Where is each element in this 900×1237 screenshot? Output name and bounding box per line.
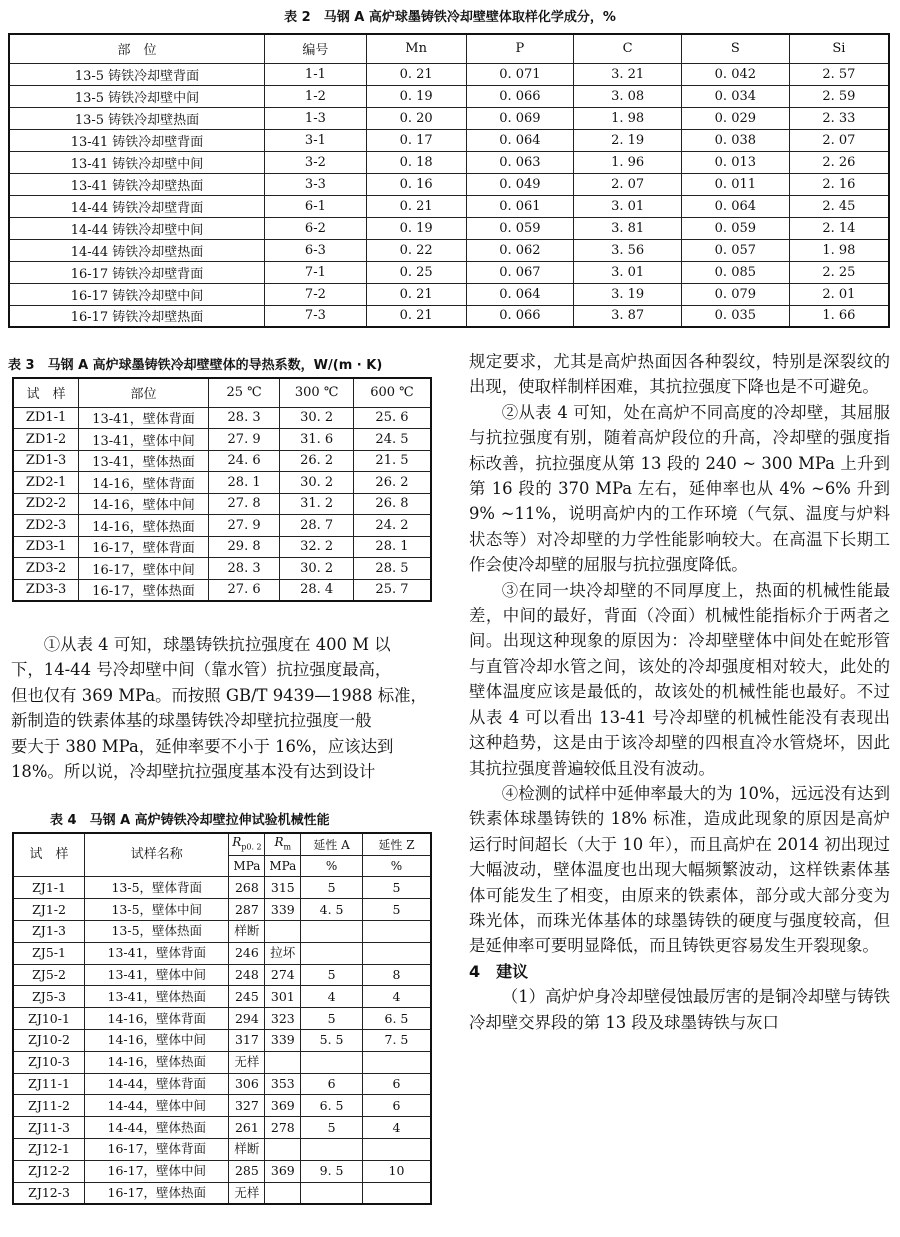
table-cell: 4 [362, 1117, 431, 1139]
table-row [9, 151, 889, 173]
table-cell: 21. 5 [353, 450, 431, 472]
table-cell [301, 942, 363, 964]
table-cell: 294 [229, 1008, 265, 1030]
table-cell: ZJ1-2 [13, 899, 85, 921]
table-cell: 14-16，壁体中间 [79, 493, 209, 515]
table-row [13, 964, 431, 986]
table-cell: 246 [229, 942, 265, 964]
t3-header-3: 300 ℃ [280, 378, 354, 407]
table-cell: 9. 5 [301, 1160, 363, 1182]
table-cell: 3. 01 [574, 195, 682, 217]
table-cell: 13-41，壁体热面 [85, 986, 229, 1008]
table-cell: ZD3-3 [13, 579, 79, 601]
table-row [13, 536, 431, 558]
table-cell: 317 [229, 1029, 265, 1051]
table-cell [301, 1138, 363, 1160]
table-cell: 13-5 铸铁冷却壁中间 [9, 85, 265, 107]
table-row [13, 515, 431, 537]
table-cell: ZJ5-1 [13, 942, 85, 964]
table-cell: 样断 [229, 1138, 265, 1160]
table-cell: 26. 2 [353, 472, 431, 494]
t4-header-rp: $R_{p0. 2}$ [229, 833, 265, 856]
t4-header-rm: $R_m$ [265, 833, 301, 856]
table-row [9, 283, 889, 305]
table-cell: 0. 20 [366, 107, 466, 129]
table-row [9, 85, 889, 107]
left-text-line: 但也仅有 369 MPa。而按照 GB/T 9439—1988 标准， [11, 685, 427, 705]
table-cell: 2. 57 [789, 63, 889, 85]
table-cell: ZD3-2 [13, 558, 79, 580]
table-cell: 274 [265, 964, 301, 986]
table-cell: 6 [362, 1073, 431, 1095]
table-cell: 2. 33 [789, 107, 889, 129]
table-cell: 27. 6 [208, 579, 280, 601]
table-cell: 2. 16 [789, 173, 889, 195]
t2-header-5: S [681, 34, 789, 63]
table-cell: ZJ5-3 [13, 986, 85, 1008]
table-cell: 14-44 铸铁冷却壁热面 [9, 239, 265, 261]
table2-caption: 表 2 马钢 A 高炉球墨铸铁冷却壁壁体取样化学成分，% [284, 10, 616, 25]
table-row [13, 877, 431, 899]
table-cell: 16-17 铸铁冷却壁背面 [9, 261, 265, 283]
table-cell: ZJ11-3 [13, 1117, 85, 1139]
table-cell: 14-16，壁体背面 [85, 1008, 229, 1030]
table-cell: 14-16，壁体热面 [79, 515, 209, 537]
table-cell: 1-2 [265, 85, 367, 107]
table-cell: 353 [265, 1073, 301, 1095]
table-cell: 2. 01 [789, 283, 889, 305]
table-cell: 13-41，壁体热面 [79, 450, 209, 472]
table-cell: 27. 9 [208, 429, 280, 451]
table-cell: 13-41，壁体中间 [79, 429, 209, 451]
table-cell: 32. 2 [280, 536, 354, 558]
table-row [13, 1117, 431, 1139]
table-cell: 13-41 铸铁冷却壁背面 [9, 129, 265, 151]
table-cell: 0. 064 [681, 195, 789, 217]
table-cell: 1. 96 [574, 151, 682, 173]
table-cell: 0. 19 [366, 85, 466, 107]
table-cell: 24. 5 [353, 429, 431, 451]
table-cell: ZD2-3 [13, 515, 79, 537]
table-cell: 5. 5 [301, 1029, 363, 1051]
table-row [13, 579, 431, 601]
table-cell: 0. 19 [366, 217, 466, 239]
table-cell: 29. 8 [208, 536, 280, 558]
table-cell: 28. 7 [280, 515, 354, 537]
table-cell: 样断 [229, 920, 265, 942]
table-cell [265, 920, 301, 942]
table-cell: 0. 21 [366, 195, 466, 217]
table-cell: 1. 98 [574, 107, 682, 129]
table-cell [301, 1182, 363, 1204]
table-cell: 0. 066 [466, 305, 574, 327]
table-cell: 4 [301, 986, 363, 1008]
table-cell: 14-44，壁体背面 [85, 1073, 229, 1095]
table-row [13, 920, 431, 942]
table3-caption: 表 3 马钢 A 高炉球墨铸铁冷却壁壁体的导热系数，W/(m · K) [8, 358, 383, 373]
table-cell: 13-5 铸铁冷却壁背面 [9, 63, 265, 85]
table-cell: 26. 8 [353, 493, 431, 515]
table-cell: 28. 5 [353, 558, 431, 580]
table-cell: 13-41 铸铁冷却壁热面 [9, 173, 265, 195]
table-cell: 0. 064 [466, 283, 574, 305]
table-cell: 278 [265, 1117, 301, 1139]
table-cell: 25. 6 [353, 407, 431, 429]
table-cell: 327 [229, 1095, 265, 1117]
table-cell: 339 [265, 899, 301, 921]
table-cell: 2. 19 [574, 129, 682, 151]
table-row [9, 261, 889, 283]
t3-header-1: 部位 [79, 378, 209, 407]
table-cell: 1-1 [265, 63, 367, 85]
table-cell: 0. 25 [366, 261, 466, 283]
table-cell: 0. 071 [466, 63, 574, 85]
table-cell: 0. 057 [681, 239, 789, 261]
table-cell: ZD1-3 [13, 450, 79, 472]
table-cell: 323 [265, 1008, 301, 1030]
table-cell: 5 [301, 1117, 363, 1139]
table-cell: 24. 6 [208, 450, 280, 472]
right-paragraph-3: ③在同一块冷却壁的不同厚度上，热面的机械性能最差，中间的最好，背面（冷面）机械性能指标介于两者之间。出现这种现象的原因为：冷却壁壁体中间处在蛇形管与直管冷却水管之间，该处的冷却强度相对较大，此处的壁体温度应该是最低的，故该处的机械性能也最好。不过从表 4 可以看出 13-41 号冷却壁的机械性能没有表现出这种趋势，这是由于该冷却壁的四根直冷水管烧坏，因此其抗拉强度普遍较低且没有波动。 [469, 580, 890, 778]
table-cell: 28. 4 [280, 579, 354, 601]
table-cell: 5 [301, 964, 363, 986]
table-cell [265, 1051, 301, 1073]
table-cell: 0. 013 [681, 151, 789, 173]
left-text-line: 要大于 380 MPa，延伸率要不小于 16%，应该达到 [11, 736, 394, 756]
table-cell: 1-3 [265, 107, 367, 129]
table-cell: ZD3-1 [13, 536, 79, 558]
table-cell: 16-17，壁体热面 [79, 579, 209, 601]
table-cell: 10 [362, 1160, 431, 1182]
t3-header-2: 25 ℃ [208, 378, 280, 407]
table-cell: 1. 98 [789, 239, 889, 261]
table-cell: ZJ12-1 [13, 1138, 85, 1160]
table-row [13, 472, 431, 494]
right-paragraph-4: ④检测的试样中延伸率最大的为 10%，远远没有达到铁素体球墨铸铁的 18% 标准，造成此现象的原因是高炉运行时间超长（大于 10 年），而且高炉在 2014 初出现过大幅波动，壁体温度也出现大幅频繁波动，这样铁素体基体可能发生了相变，由原来的铁素体，部分或大部分变为珠光体，而珠光体基体的球墨铸铁的硬度与强度较高，但是延伸率可要明显降低，而且铸铁更容易发生开裂现象。 [469, 783, 890, 956]
table-cell: 0. 066 [466, 85, 574, 107]
table-cell: 16-17，壁体热面 [85, 1182, 229, 1204]
table-row [13, 1029, 431, 1051]
table-row [13, 1095, 431, 1117]
table-row [13, 1073, 431, 1095]
table-cell: 13-5，壁体背面 [85, 877, 229, 899]
table-row [13, 450, 431, 472]
table-cell: 13-5 铸铁冷却壁热面 [9, 107, 265, 129]
table-cell: 14-16，壁体热面 [85, 1051, 229, 1073]
table-row [9, 173, 889, 195]
table-cell: 6 [301, 1073, 363, 1095]
t4-header-rm-unit: MPa [265, 856, 301, 877]
t2-header-0: 部 位 [9, 34, 265, 63]
table-cell: 0. 21 [366, 283, 466, 305]
table2 [8, 33, 890, 328]
table-cell: 6. 5 [362, 1008, 431, 1030]
table-cell: 25. 7 [353, 579, 431, 601]
table-cell: ZD1-1 [13, 407, 79, 429]
table-cell: 14-44 铸铁冷却壁背面 [9, 195, 265, 217]
table-cell: 245 [229, 986, 265, 1008]
table-cell: 6. 5 [301, 1095, 363, 1117]
table-cell: 13-41，壁体背面 [85, 942, 229, 964]
table-cell: 0. 067 [466, 261, 574, 283]
table-cell [362, 1138, 431, 1160]
table-row [9, 239, 889, 261]
t2-header-6: Si [789, 34, 889, 63]
table-cell: 8 [362, 964, 431, 986]
table-cell: 27. 9 [208, 515, 280, 537]
table-cell: 5 [301, 1008, 363, 1030]
table-cell: ZD1-2 [13, 429, 79, 451]
table-row [13, 1160, 431, 1182]
table-cell: 14-44 铸铁冷却壁中间 [9, 217, 265, 239]
table-cell: 6-2 [265, 217, 367, 239]
table-cell: 2. 26 [789, 151, 889, 173]
table-cell: 287 [229, 899, 265, 921]
left-paragraph [11, 632, 431, 784]
table-row [9, 107, 889, 129]
table-cell: 339 [265, 1029, 301, 1051]
table-cell: 2. 07 [574, 173, 682, 195]
t4-header-rp-unit: MPa [229, 856, 265, 877]
table-cell: 3. 81 [574, 217, 682, 239]
table-cell: 1. 66 [789, 305, 889, 327]
table-cell [362, 1182, 431, 1204]
table-cell: 268 [229, 877, 265, 899]
table-cell: 28. 1 [208, 472, 280, 494]
table-cell: 0. 029 [681, 107, 789, 129]
table-cell: 2. 25 [789, 261, 889, 283]
table-cell: 0. 042 [681, 63, 789, 85]
table-row [9, 195, 889, 217]
table-cell: 无样 [229, 1182, 265, 1204]
table-cell [265, 1138, 301, 1160]
table-row [13, 493, 431, 515]
t2-header-1: 编号 [265, 34, 367, 63]
table-cell: 13-41，壁体中间 [85, 964, 229, 986]
table-row [13, 407, 431, 429]
table-cell: 6-3 [265, 239, 367, 261]
right-paragraph-1: 规定要求，尤其是高炉热面因各种裂纹，特别是深裂纹的出现，使取样制样困难，其抗拉强度下降也是不可避免。 [469, 352, 890, 397]
table-cell: 248 [229, 964, 265, 986]
table-cell: 0. 062 [466, 239, 574, 261]
table-cell: 30. 2 [280, 472, 354, 494]
table-cell: 2. 45 [789, 195, 889, 217]
table-cell: 0. 059 [681, 217, 789, 239]
table-cell: ZJ12-2 [13, 1160, 85, 1182]
table-cell: 14-16，壁体中间 [85, 1029, 229, 1051]
table-row [13, 986, 431, 1008]
table-cell: 0. 049 [466, 173, 574, 195]
right-paragraph-5: （1）高炉炉身冷却壁侵蚀最厉害的是铜冷却壁与铸铁冷却壁交界段的第 13 段及球墨铸铁与灰口 [469, 987, 890, 1032]
t2-header-4: C [574, 34, 682, 63]
table-cell: 7-3 [265, 305, 367, 327]
table-cell: 3. 21 [574, 63, 682, 85]
t3-header-0: 试 样 [13, 378, 79, 407]
table4-caption: 表 4 马钢 A 高炉铸铁冷却壁拉伸试验机械性能 [50, 813, 330, 828]
table-cell: 6-1 [265, 195, 367, 217]
table-cell: 5 [362, 899, 431, 921]
table-cell: 30. 2 [280, 407, 354, 429]
table-cell: 16-17 铸铁冷却壁中间 [9, 283, 265, 305]
table-cell: 31. 2 [280, 493, 354, 515]
table-cell: 7-1 [265, 261, 367, 283]
table-cell [362, 942, 431, 964]
table-cell: 0. 18 [366, 151, 466, 173]
table-cell: 0. 22 [366, 239, 466, 261]
table-cell: 28. 3 [208, 558, 280, 580]
t4-header-sample: 试 样 [13, 833, 85, 877]
table-cell: ZJ11-1 [13, 1073, 85, 1095]
table-cell: 7-2 [265, 283, 367, 305]
table-cell: 369 [265, 1095, 301, 1117]
table-cell: 0. 21 [366, 305, 466, 327]
table-cell: ZJ10-1 [13, 1008, 85, 1030]
table-row [9, 217, 889, 239]
table-cell: 3. 19 [574, 283, 682, 305]
table-cell: 0. 061 [466, 195, 574, 217]
table-cell: 16-17 铸铁冷却壁热面 [9, 305, 265, 327]
t3-header-4: 600 ℃ [353, 378, 431, 407]
table-cell: 0. 059 [466, 217, 574, 239]
table-cell: 0. 21 [366, 63, 466, 85]
table-cell: 13-41，壁体背面 [79, 407, 209, 429]
left-text-line: ①从表 4 可知，球墨铸铁抗拉强度在 400 M 以 [43, 635, 391, 654]
table-cell: 26. 2 [280, 450, 354, 472]
table-cell: 16-17，壁体中间 [79, 558, 209, 580]
table-cell: 3-2 [265, 151, 367, 173]
table-cell: 0. 034 [681, 85, 789, 107]
table-cell: 14-44，壁体中间 [85, 1095, 229, 1117]
table-row [13, 942, 431, 964]
t2-header-3: P [466, 34, 574, 63]
table-cell: ZJ12-3 [13, 1182, 85, 1204]
table-cell: 0. 035 [681, 305, 789, 327]
section-heading: 4 建议 [469, 961, 529, 981]
table-row [13, 1138, 431, 1160]
table-cell: 0. 063 [466, 151, 574, 173]
t4-header-a-unit: % [301, 856, 363, 877]
table-cell: ZJ10-3 [13, 1051, 85, 1073]
table-cell [265, 1182, 301, 1204]
left-text-line: 新制造的铁素体基的球墨铸铁冷却壁抗拉强度一般 [11, 711, 372, 731]
table-cell: 5 [362, 877, 431, 899]
table-row [9, 305, 889, 327]
table-cell: 6 [362, 1095, 431, 1117]
table-cell: 0. 16 [366, 173, 466, 195]
table-cell: 2. 59 [789, 85, 889, 107]
table-row [13, 558, 431, 580]
table-cell: ZJ1-1 [13, 877, 85, 899]
table-cell: 14-16，壁体背面 [79, 472, 209, 494]
table-cell: 16-17，壁体背面 [79, 536, 209, 558]
t4-header-elong-z: 延性 Z [362, 833, 431, 856]
table-cell: 3. 56 [574, 239, 682, 261]
table-cell: 0. 064 [466, 129, 574, 151]
table-cell: 16-17，壁体中间 [85, 1160, 229, 1182]
table-cell: 261 [229, 1117, 265, 1139]
table-row [13, 899, 431, 921]
table-cell: ZJ5-2 [13, 964, 85, 986]
table-cell: 2. 07 [789, 129, 889, 151]
table-cell: ZJ11-2 [13, 1095, 85, 1117]
table-cell: 30. 2 [280, 558, 354, 580]
table-cell: 3-3 [265, 173, 367, 195]
table-cell: 4 [362, 986, 431, 1008]
table-cell: 28. 1 [353, 536, 431, 558]
right-column [469, 349, 890, 1035]
table-row [13, 1008, 431, 1030]
t4-header-name: 试样名称 [85, 833, 229, 877]
table3 [12, 377, 432, 602]
table-cell: 28. 3 [208, 407, 280, 429]
table-cell: 315 [265, 877, 301, 899]
table-cell: 0. 069 [466, 107, 574, 129]
table-cell: 5 [301, 877, 363, 899]
table-cell: ZD2-2 [13, 493, 79, 515]
t2-header-2: Mn [366, 34, 466, 63]
table-cell: 7. 5 [362, 1029, 431, 1051]
table-cell: 285 [229, 1160, 265, 1182]
table-row [9, 129, 889, 151]
table4 [12, 832, 432, 1205]
table-cell: ZJ10-2 [13, 1029, 85, 1051]
table-cell: 369 [265, 1160, 301, 1182]
table-row [13, 1051, 431, 1073]
table-cell: 13-41 铸铁冷却壁中间 [9, 151, 265, 173]
table-cell: 27. 8 [208, 493, 280, 515]
t4-header-z-unit: % [362, 856, 431, 877]
table-row [13, 429, 431, 451]
table-cell: 0. 011 [681, 173, 789, 195]
table-cell: 31. 6 [280, 429, 354, 451]
t4-header-elong-a: 延性 A [301, 833, 363, 856]
table-cell: 3-1 [265, 129, 367, 151]
table-cell: 306 [229, 1073, 265, 1095]
table-cell: ZD2-1 [13, 472, 79, 494]
table-cell: 2. 14 [789, 217, 889, 239]
left-text-line: 18%。所以说，冷却壁抗拉强度基本没有达到设计 [11, 762, 376, 782]
table-cell [362, 1051, 431, 1073]
table-cell: 3. 08 [574, 85, 682, 107]
table-cell: 24. 2 [353, 515, 431, 537]
table-cell: 0. 038 [681, 129, 789, 151]
left-text-line: 下，14-44 号冷却壁中间（靠水管）抗拉强度最高， [11, 660, 392, 680]
table-row [13, 1182, 431, 1204]
table-cell: 3. 01 [574, 261, 682, 283]
table-cell: 13-5，壁体中间 [85, 899, 229, 921]
table-cell: 301 [265, 986, 301, 1008]
table-cell: ZJ1-3 [13, 920, 85, 942]
table-cell: 14-44，壁体热面 [85, 1117, 229, 1139]
table-cell: 13-5，壁体热面 [85, 920, 229, 942]
table-row [9, 63, 889, 85]
table-cell: 0. 079 [681, 283, 789, 305]
table-cell: 无样 [229, 1051, 265, 1073]
right-paragraph-2: ②从表 4 可知，处在高炉不同高度的冷却壁，其屈服与抗拉强度有别，随着高炉段位的升高，冷却壁的强度指标改善，抗拉强度从第 13 段的 240 ~ 300 MPa 上升到第 16 段的 370 MPa 左右，延伸率也从 4% ~6% 升到 9% ~11%，说明高炉内的工作环境（气氛、温度与炉料状态等）对冷却壁的力学性能影响较大。在高温下长期工作会使冷却壁的屈服与抗拉强度降低。 [469, 402, 890, 575]
table-cell [362, 920, 431, 942]
table-cell [301, 1051, 363, 1073]
table-cell: 3. 87 [574, 305, 682, 327]
table-cell: 拉坏 [265, 942, 301, 964]
table-cell [301, 920, 363, 942]
table-cell: 0. 17 [366, 129, 466, 151]
table-cell: 0. 085 [681, 261, 789, 283]
table-cell: 16-17，壁体背面 [85, 1138, 229, 1160]
table-cell: 4. 5 [301, 899, 363, 921]
